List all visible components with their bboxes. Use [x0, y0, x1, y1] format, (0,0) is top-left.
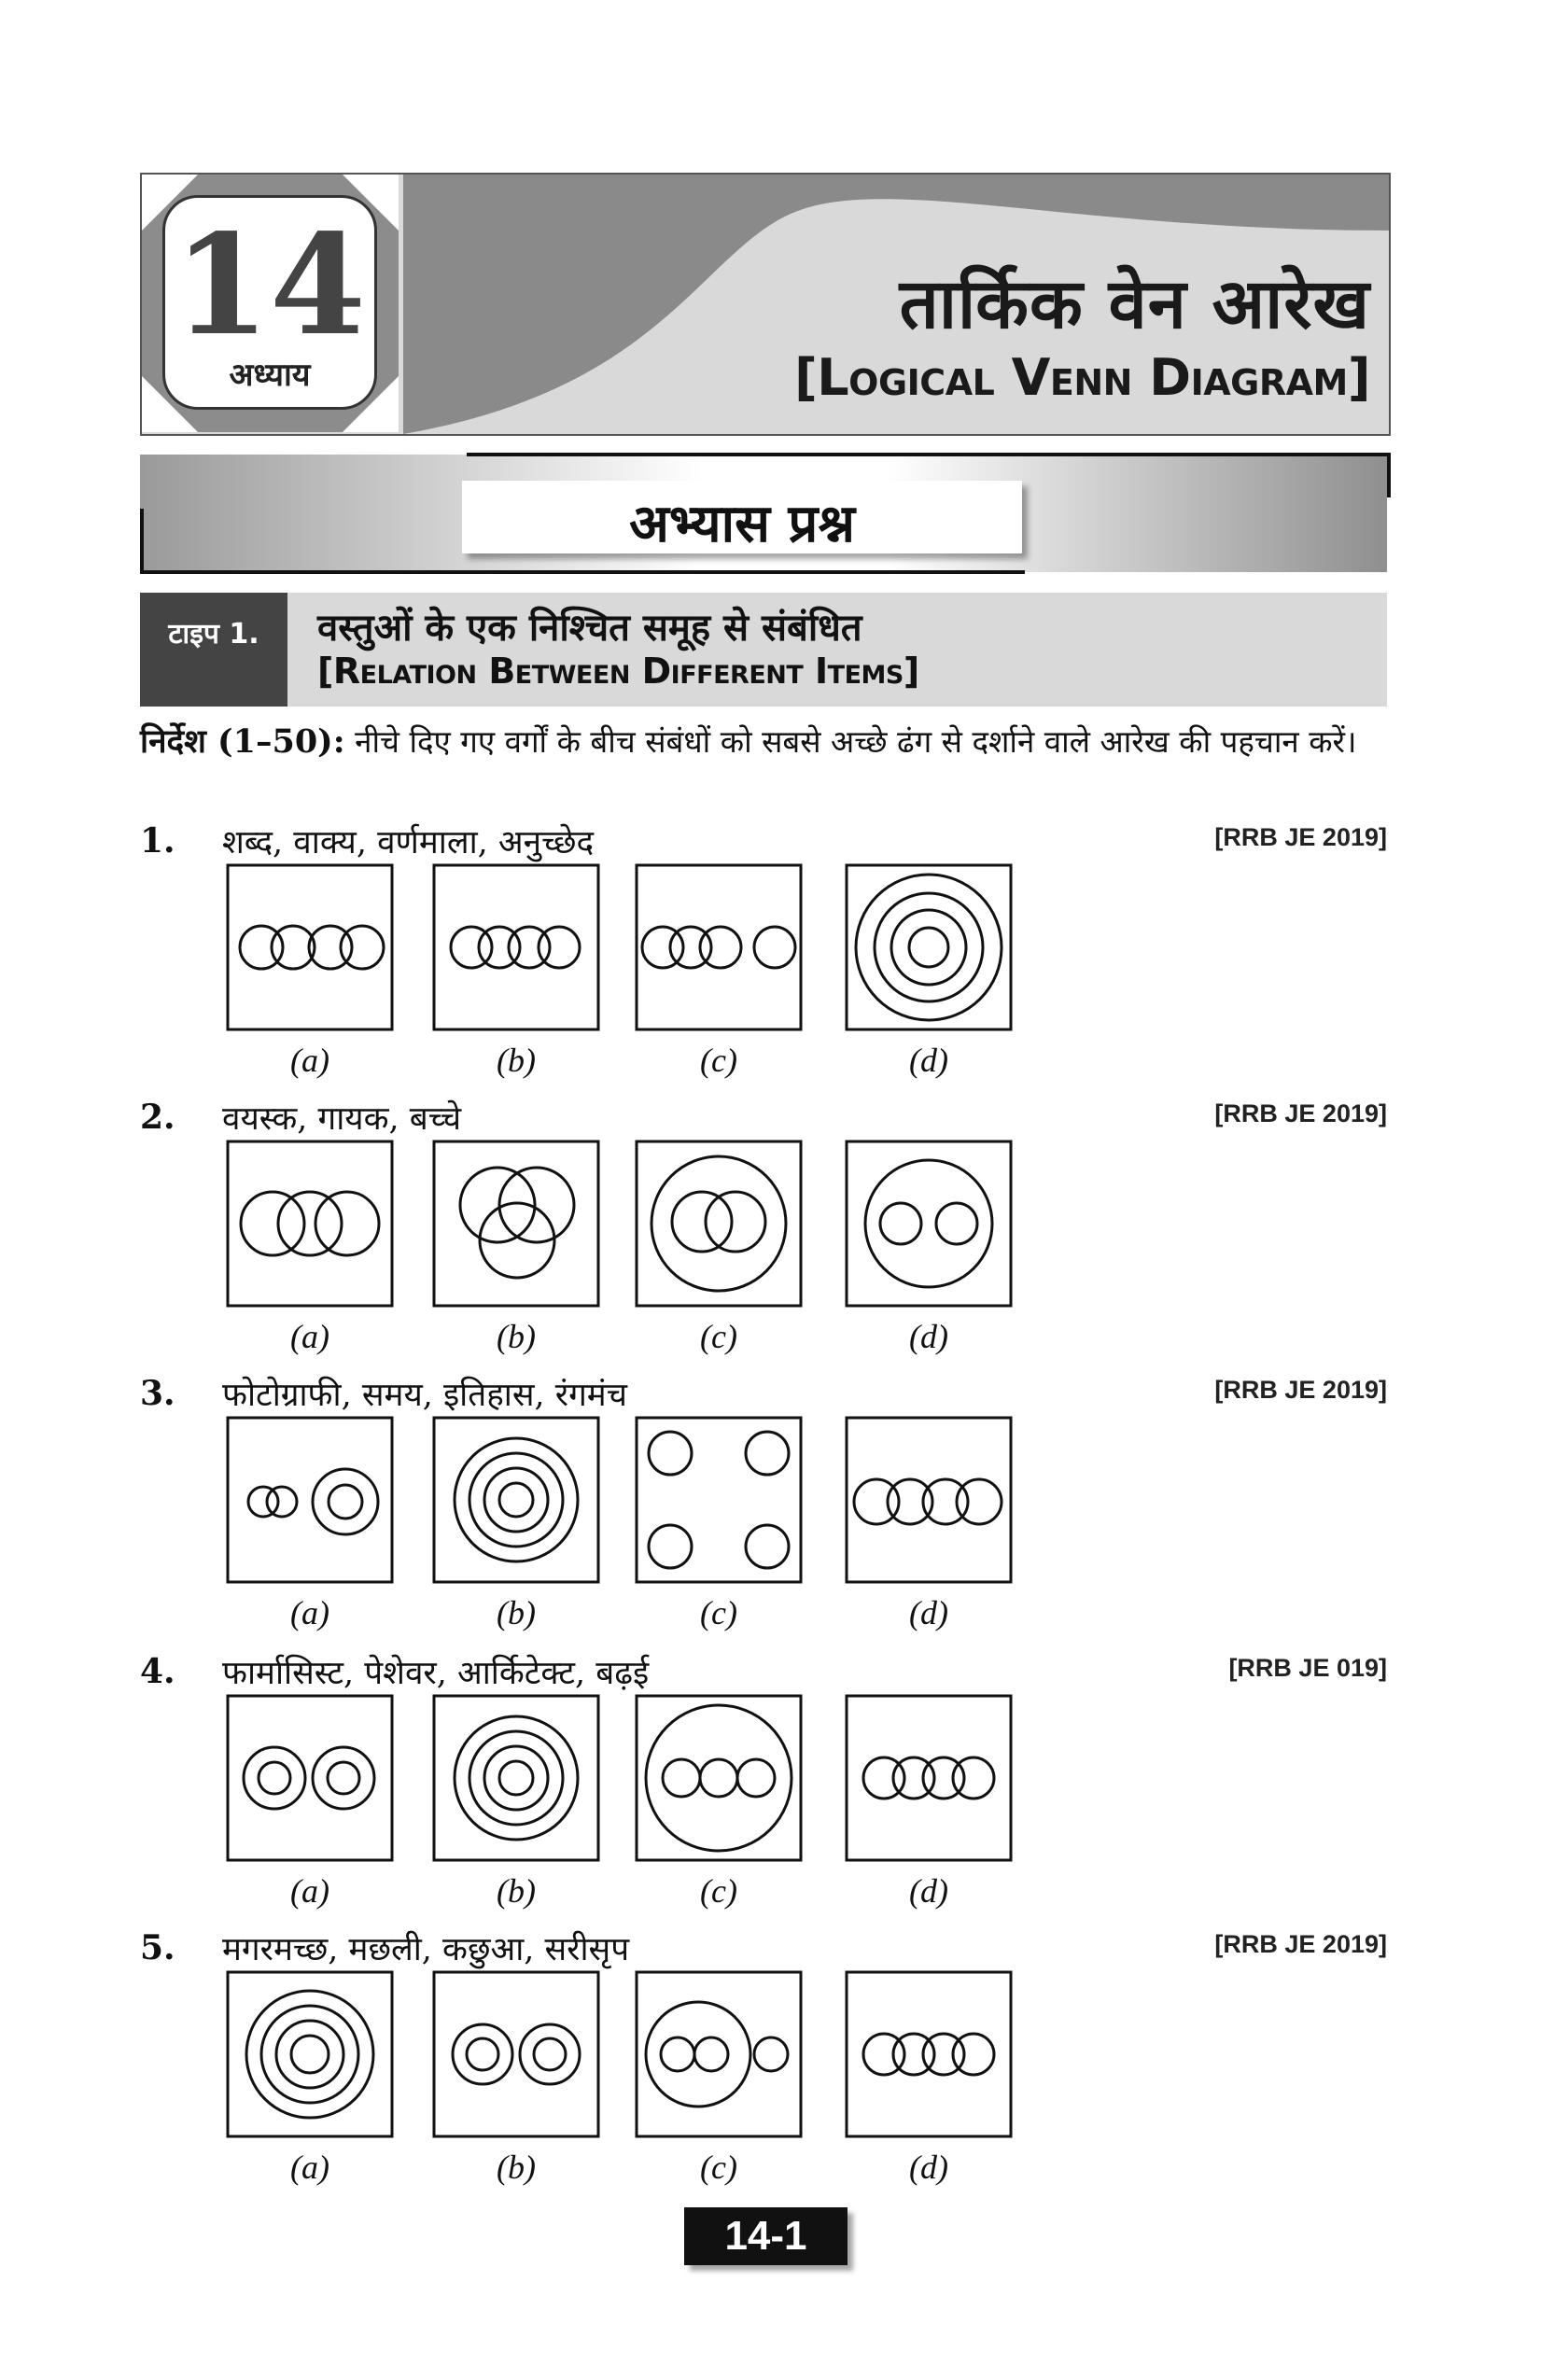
option-b[interactable]	[432, 863, 600, 1083]
option-b[interactable]	[432, 1970, 600, 2190]
chapter-title-hindi: तार्किक वेन आरेख	[899, 264, 1370, 344]
option-d[interactable]	[845, 1970, 1013, 2190]
venn-diagram	[226, 1140, 394, 1308]
question-number: 5.	[140, 1928, 175, 1967]
option-d[interactable]	[845, 1694, 1013, 1913]
type-title-english: [Relation Between Different Items]	[317, 651, 919, 692]
question-number: 2.	[140, 1098, 175, 1137]
question-1	[0, 821, 1541, 1101]
venn-diagram	[635, 1140, 803, 1308]
type-bar	[140, 593, 1387, 707]
option-a[interactable]	[226, 863, 394, 1083]
venn-diagram	[845, 1694, 1013, 1862]
option-c[interactable]	[635, 1694, 803, 1913]
option-a[interactable]	[226, 1140, 394, 1359]
option-a[interactable]	[226, 1416, 394, 1635]
option-label: (d)	[909, 2149, 948, 2186]
chapter-number: 14	[174, 203, 366, 366]
venn-diagram	[226, 1970, 394, 2138]
option-b[interactable]	[432, 1140, 600, 1359]
type-label: टाइप 1.	[140, 593, 287, 707]
option-label: (b)	[497, 1318, 536, 1355]
option-c[interactable]	[635, 1140, 803, 1359]
option-c[interactable]	[635, 863, 803, 1083]
chapter-word: अध्याय	[229, 357, 311, 394]
exercise-banner	[140, 453, 1391, 574]
option-label: (c)	[700, 2149, 737, 2186]
option-label: (d)	[909, 1042, 948, 1079]
option-b[interactable]	[432, 1416, 600, 1635]
venn-diagram	[845, 1140, 1013, 1308]
question-source: [RRB JE 2019]	[1214, 823, 1387, 851]
venn-diagram	[635, 1970, 803, 2138]
page-number: 14-1	[684, 2207, 848, 2265]
question-2	[0, 1098, 1541, 1378]
question-number: 3.	[140, 1374, 175, 1413]
question-4	[0, 1652, 1541, 1932]
option-label: (a)	[290, 1318, 329, 1355]
question-source: [RRB JE 2019]	[1214, 1930, 1387, 1958]
venn-diagram	[845, 1970, 1013, 2138]
question-source: [RRB JE 2019]	[1214, 1376, 1387, 1404]
question-text: फोटोग्राफी, समय, इतिहास, रंगमंच	[222, 1377, 627, 1414]
venn-diagram	[432, 1970, 600, 2138]
type-title-hindi: वस्तुओं के एक निश्चित समूह से संबंधित	[317, 607, 862, 650]
venn-diagram	[635, 1694, 803, 1862]
directions-label: निर्देश (1–50):	[140, 722, 345, 761]
directions-text: नीचे दिए गए वर्गों के बीच संबंधों को सबसे अच्छे ढंग से दर्शाने वाले आरेख की पहचान करें।	[355, 723, 1357, 760]
option-d[interactable]	[845, 1416, 1013, 1635]
option-a[interactable]	[226, 1694, 394, 1913]
exercise-title: अभ्यास प्रश्न	[629, 494, 855, 554]
option-label: (a)	[290, 1872, 329, 1910]
venn-diagram	[226, 1416, 394, 1584]
option-d[interactable]	[845, 1140, 1013, 1359]
question-text: शब्द, वाक्य, वर्णमाला, अनुच्छेद	[222, 824, 595, 861]
chapter-badge	[142, 175, 399, 432]
option-a[interactable]	[226, 1970, 394, 2190]
option-label: (a)	[290, 1594, 329, 1631]
venn-diagram	[845, 863, 1013, 1031]
directions	[140, 717, 1387, 766]
exercise-title-box	[462, 481, 1022, 553]
chapter-header	[140, 173, 1391, 436]
venn-diagram	[432, 863, 600, 1031]
option-label: (a)	[290, 2149, 329, 2186]
question-text: वयस्क, गायक, बच्चे	[222, 1100, 462, 1138]
option-label: (b)	[497, 1042, 536, 1079]
question-number: 4.	[140, 1652, 175, 1691]
option-b[interactable]	[432, 1694, 600, 1913]
venn-diagram	[845, 1416, 1013, 1584]
question-5	[0, 1928, 1541, 2208]
option-c[interactable]	[635, 1970, 803, 2190]
option-d[interactable]	[845, 863, 1013, 1083]
option-label: (c)	[700, 1318, 737, 1355]
option-c[interactable]	[635, 1416, 803, 1635]
venn-diagram	[226, 863, 394, 1031]
venn-diagram	[432, 1416, 600, 1584]
question-source: [RRB JE 019]	[1228, 1654, 1387, 1682]
question-text: फार्मासिस्ट, पेशेवर, आर्किटेक्ट, बढ़ई	[222, 1655, 650, 1692]
option-label: (c)	[700, 1872, 737, 1910]
option-label: (b)	[497, 1594, 536, 1631]
option-label: (b)	[497, 1872, 536, 1910]
venn-diagram	[635, 863, 803, 1031]
option-label: (c)	[700, 1042, 737, 1079]
option-label: (d)	[909, 1872, 948, 1910]
question-source: [RRB JE 2019]	[1214, 1099, 1387, 1127]
option-label: (b)	[497, 2149, 536, 2186]
badge-inner	[162, 195, 377, 410]
venn-diagram	[226, 1694, 394, 1862]
option-label: (c)	[700, 1594, 737, 1631]
option-label: (d)	[909, 1594, 948, 1631]
option-label: (d)	[909, 1318, 948, 1355]
option-label: (a)	[290, 1042, 329, 1079]
chapter-title-english: [Logical Venn Diagram]	[794, 348, 1370, 407]
venn-diagram	[432, 1140, 600, 1308]
venn-diagram	[635, 1416, 803, 1584]
question-3	[0, 1374, 1541, 1654]
venn-diagram	[432, 1694, 600, 1862]
question-text: मगरमच्छ, मछली, कछुआ, सरीसृप	[222, 1931, 630, 1968]
question-number: 1.	[140, 821, 175, 861]
